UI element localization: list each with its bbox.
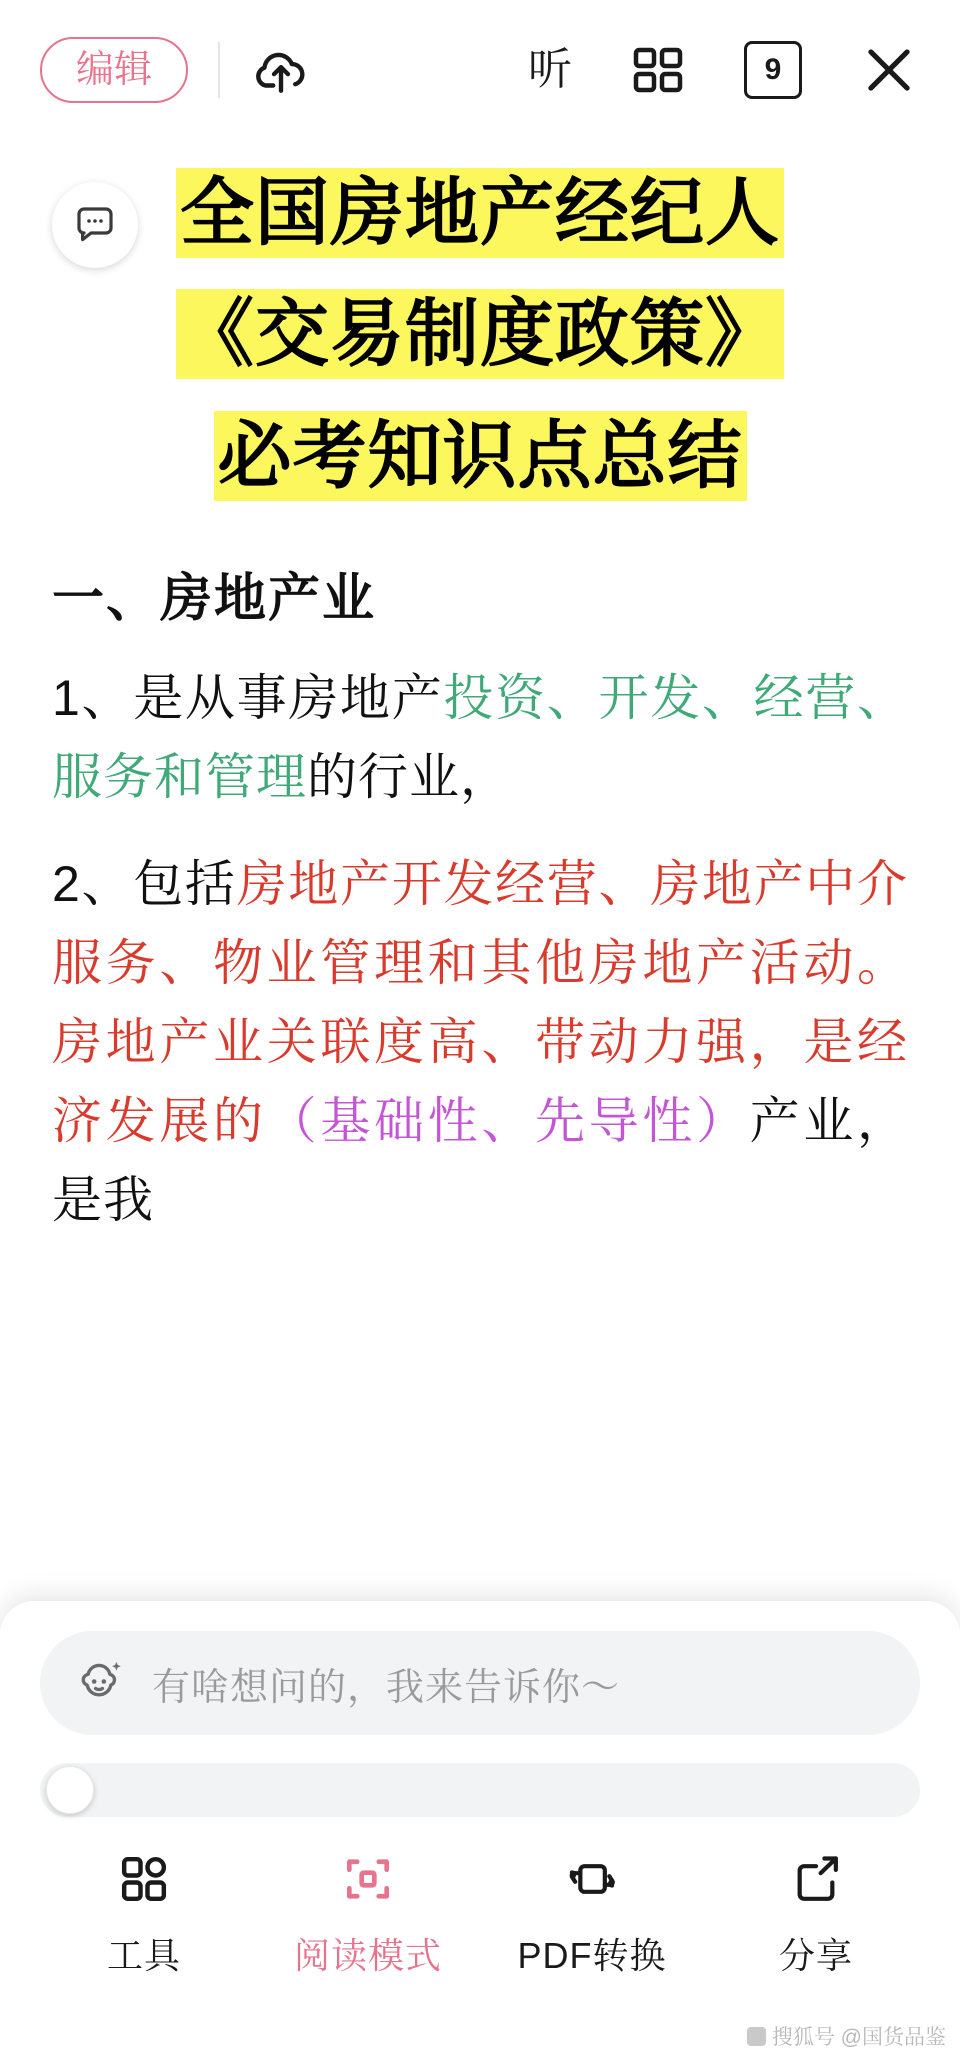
edit-button[interactable]: 编辑 (40, 37, 188, 103)
pdf-convert-icon (564, 1851, 620, 1912)
reading-mode-icon (340, 1851, 396, 1912)
tool-label-pdf-convert: PDF转换 (517, 1935, 667, 1976)
tool-label-share: 分享 (778, 1935, 853, 1976)
title-line-1-text: 全国房地产经纪人 (176, 168, 784, 258)
cloud-upload-icon[interactable] (250, 39, 312, 101)
paragraph-1 (52, 659, 908, 817)
top-toolbar (0, 0, 960, 140)
tool-label-reading-mode: 阅读模式 (293, 1935, 442, 1976)
paragraph-2-seg-4: 产业，是我 (52, 1092, 909, 1228)
document-title (52, 160, 908, 510)
tool-button-reading-mode[interactable] (278, 1851, 458, 1979)
tool-label-tools: 工具 (106, 1935, 181, 1976)
progress-slider-knob[interactable] (46, 1766, 94, 1814)
ask-input-placeholder[interactable]: 有啥想问的，我来告诉你～ (152, 1666, 621, 1709)
section-heading: 一、房地产业 (52, 569, 377, 628)
share-icon (788, 1851, 844, 1912)
paragraph-2-seg-3: （基础性、先导性） (266, 1092, 750, 1149)
progress-slider[interactable] (40, 1763, 920, 1817)
listen-button[interactable]: 听 (528, 45, 572, 94)
toolbar-divider (218, 42, 220, 98)
paragraph-2-seg-2: 房地产开发经营、房地产中介服务、物业管理和其他房地产活动。 房地产业关联度高、带动力强，是经济发展的 (52, 855, 908, 1149)
bottom-sheet (0, 1601, 960, 2059)
tool-button-share[interactable] (726, 1851, 906, 1979)
title-line-3-text: 必考知识点总结 (214, 411, 747, 501)
comment-bubble-icon[interactable] (52, 182, 138, 268)
paragraph-1-seg-3: 的行业， (307, 748, 511, 805)
paragraph-1-seg-1: 1、是从事房地产 (52, 669, 444, 726)
paragraph-1-seg-2: 投资、开发、经营、服务和管理 (52, 669, 908, 805)
grid-tools-icon (116, 1851, 172, 1912)
close-icon[interactable] (858, 39, 920, 101)
title-line-3 (52, 403, 908, 510)
topbar-right-group (528, 39, 920, 101)
grid-view-icon[interactable] (628, 40, 688, 100)
title-line-2 (52, 281, 908, 388)
watermark-text: 搜狐号 @国货品鉴 (771, 2026, 946, 2049)
watermark-logo-icon (747, 2027, 766, 2046)
title-line-1 (52, 160, 908, 267)
document-content (0, 140, 960, 1268)
paragraph-2 (52, 845, 908, 1240)
watermark (747, 2021, 946, 2051)
tool-button-tools[interactable] (54, 1851, 234, 1979)
page-number-indicator[interactable]: 9 (744, 41, 802, 99)
ask-input-bar[interactable] (40, 1631, 920, 1735)
paragraph-2-seg-1: 2、包括 (52, 855, 237, 912)
bottom-toolbar (40, 1851, 920, 1979)
title-line-2-text: 《交易制度政策》 (176, 289, 784, 379)
ai-assistant-face-icon (70, 1652, 128, 1715)
tool-button-pdf-convert[interactable] (502, 1851, 682, 1979)
